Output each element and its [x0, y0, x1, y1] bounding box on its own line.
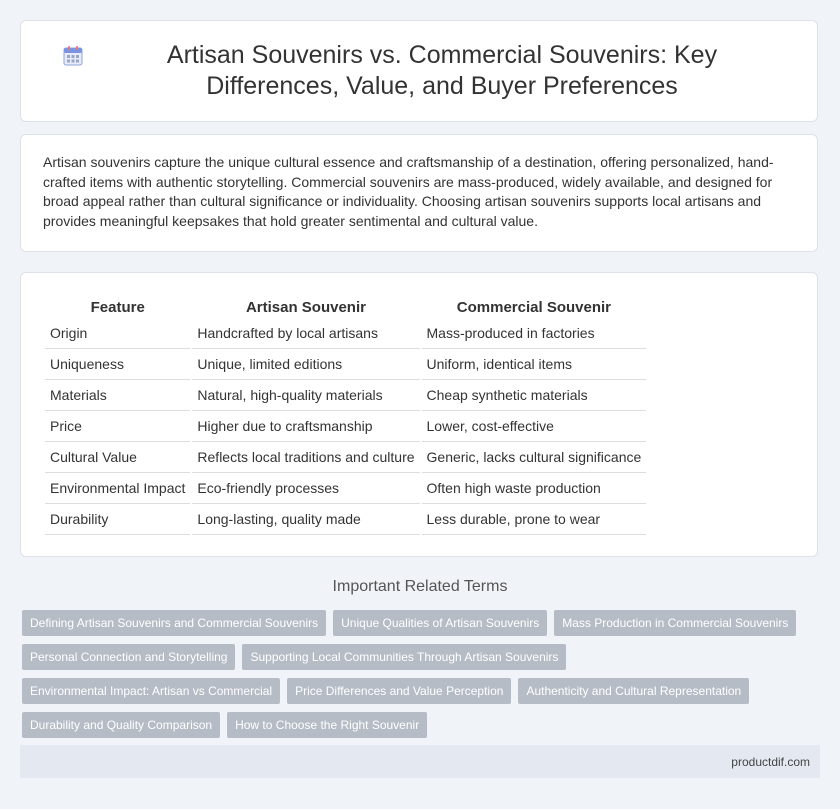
related-term-tag[interactable]: Mass Production in Commercial Souvenirs — [554, 610, 796, 636]
table-row — [45, 380, 646, 411]
table-header-row — [45, 295, 646, 318]
page-title: Artisan Souvenirs vs. Commercial Souvenirs: Key Differences, Value, and Buyer Preferences — [166, 41, 718, 100]
title-wrap — [21, 40, 817, 102]
table-cell: Generic, lacks cultural significance — [422, 442, 647, 473]
table-cell: Reflects local traditions and culture — [192, 442, 419, 473]
table-cell: Less durable, prone to wear — [422, 504, 647, 535]
related-term-tag[interactable]: Authenticity and Cultural Representation — [518, 678, 749, 704]
table-cell: Lower, cost-effective — [422, 411, 647, 442]
intro-paragraph: Artisan souvenirs capture the unique cultural essence and craftsmanship of a destination, offering personalized, hand-crafted items with authentic storytelling. Commercial souvenirs are mass-produced, widely available, and designed for broad appeal rather than cultural significance or individuality. Choosing artisan souvenirs supports local artisans and provides meaningful keepsakes that hold greater sentimental and cultural value. — [43, 154, 774, 229]
table-cell: Mass-produced in factories — [422, 318, 647, 349]
table-cell: Cultural Value — [45, 442, 190, 473]
related-term-tag[interactable]: How to Choose the Right Souvenir — [227, 712, 427, 738]
related-term-tag[interactable]: Environmental Impact: Artisan vs Commercial — [22, 678, 280, 704]
table-cell: Uniform, identical items — [422, 349, 647, 380]
related-term-tag[interactable]: Personal Connection and Storytelling — [22, 644, 235, 670]
table-row — [45, 442, 646, 473]
table-cell: Handcrafted by local artisans — [192, 318, 419, 349]
table-cell: Natural, high-quality materials — [192, 380, 419, 411]
column-header-feature: Feature — [90, 299, 145, 316]
related-term-tag[interactable]: Price Differences and Value Perception — [287, 678, 511, 704]
table-cell: Origin — [45, 318, 190, 349]
table-row — [45, 411, 646, 442]
calendar-icon — [61, 44, 85, 68]
related-term-tag[interactable]: Durability and Quality Comparison — [22, 712, 220, 738]
table-cell: Materials — [45, 380, 190, 411]
intro-card — [20, 134, 818, 252]
table-cell: Eco-friendly processes — [192, 473, 419, 504]
table-cell: Unique, limited editions — [192, 349, 419, 380]
related-term-tag[interactable]: Unique Qualities of Artisan Souvenirs — [333, 610, 547, 636]
column-header-artisan: Artisan Souvenir — [245, 299, 366, 316]
related-term-tag[interactable]: Supporting Local Communities Through Artisan Souvenirs — [242, 644, 566, 670]
title-card — [20, 20, 818, 122]
comparison-card — [20, 272, 818, 557]
table-cell: Higher due to craftsmanship — [192, 411, 419, 442]
table-row — [45, 504, 646, 535]
related-terms-title: Important Related Terms — [332, 578, 508, 595]
table-cell: Price — [45, 411, 190, 442]
table-cell: Uniqueness — [45, 349, 190, 380]
table-cell: Cheap synthetic materials — [422, 380, 647, 411]
table-cell: Long-lasting, quality made — [192, 504, 419, 535]
table-row — [45, 318, 646, 349]
related-term-tag[interactable]: Defining Artisan Souvenirs and Commercial Souvenirs — [22, 610, 326, 636]
table-cell: Often high waste production — [422, 473, 647, 504]
footer — [20, 745, 820, 778]
footer-site-link[interactable]: productdif.com — [731, 754, 810, 769]
table-row — [45, 473, 646, 504]
table-cell: Environmental Impact — [45, 473, 190, 504]
table-cell: Durability — [45, 504, 190, 535]
column-header-commercial: Commercial Souvenir — [456, 299, 611, 316]
comparison-table — [43, 295, 648, 535]
related-terms-tags — [22, 610, 822, 738]
table-row — [45, 349, 646, 380]
